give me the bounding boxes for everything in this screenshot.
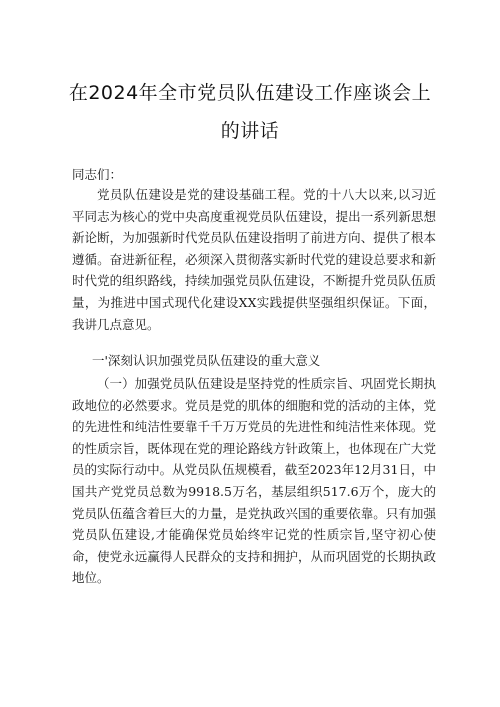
paragraph-section-1-1: （一）加强党员队伍建设是坚持党的性质宗旨、巩固党长期执政地位的必然要求。党员是党的肌体的细胞和党的活动的主体，党的先进性和纯洁性要靠千千万万党员的先进性和纯洁性来体现。党的性质宗旨，既体现在党的理论路线方针政策上，也体现在广大党员的实际行动中。从党员队伍规模看，截至2023年12月31日，中国共产党党员总数为9918.5万名，基层组织517.6万个，庞大的党员队伍蕴含着巨大的力量，是党执政兴国的重要依靠。只有加强党员队伍建设,才能确保党员始终牢记党的性质宗旨,坚守初心使命，使党永远赢得人民群众的支持和拥护，从而巩固党的长期执政地位。 (72, 376, 436, 586)
document-title-line-2: 的讲话 (220, 120, 280, 142)
salutation: 同志们： (72, 167, 123, 182)
paragraph-intro: 党员队伍建设是党的建设基础工程。党的十八大以来,以习近平同志为核心的党中央高度重视党员队伍建设，提出一系列新思想新论断，为加强新时代党员队伍建设指明了前进方向、提供了根本遵循。奋进新征程，必须深入贯彻落实新时代党的建设总要求和新时代党的组织路线，持续加强党员队伍建设，不断提升党员队伍质量，为推进中国式现代化建设XX实践提供坚强组织保证。下面，我讲几点意见。 (72, 187, 436, 332)
document-title-line-1: 在2024年全市党员队伍建设工作座谈会上 (68, 82, 432, 104)
section-heading-1: 一'深刻认识加强党员队伍建设的重大意义 (92, 353, 321, 368)
